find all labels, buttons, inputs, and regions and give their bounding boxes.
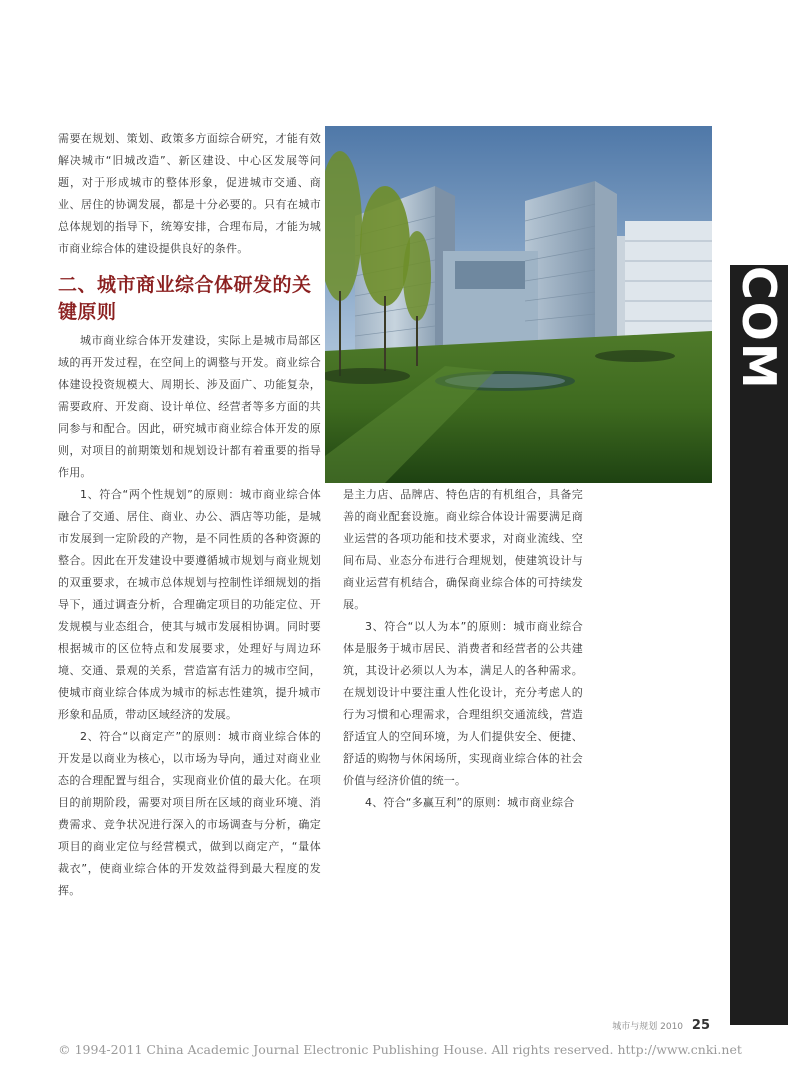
journal-label: 城市与规划 2010 <box>612 1022 684 1032</box>
principle-paragraph-4: 4、符合“多赢互利”的原则：城市商业综合 <box>365 796 575 809</box>
left-column <box>58 128 321 484</box>
section-title: 二、城市商业综合体研发的关键原则 <box>58 274 312 323</box>
section-body-paragraph: 城市商业综合体开发建设，实际上是城市局部区域的再开发过程，在空间上的调整与开发。商业综合体建设投资规模大、周期长、涉及面广、功能复杂，需要政府、开发商、设计单位、经营者等多方面的共同参与和配合。因此，研究城市商业综合体开发的原则，对项目的前期策划和规划设计都有着重要的指导作用。 <box>58 334 321 479</box>
body-column-right <box>343 484 583 814</box>
side-label: COM <box>732 266 786 391</box>
body-column-left <box>58 484 321 902</box>
intro-paragraph: 需要在规划、策划、政策多方面综合研究，才能有效解决城市“旧城改造”、新区建设、中心区发展等问题，对于形成城市的整体形象，促进城市交通、商业、居住的协调发展，都是十分必要的。只有在城市总体规划的指导下，统筹安排，合理布局，才能为城市商业综合体的建设提供良好的条件。 <box>58 132 321 255</box>
architecture-rendering-image <box>325 126 712 483</box>
principle-paragraph-3: 3、符合“以人为本”的原则：城市商业综合体是服务于城市居民、消费者和经营者的公共建筑，其设计必须以人为本，满足人的各种需求。在规划设计中要注重人性化设计，充分考虑人的行为习惯和心理需求，合理组织交通流线，营造舒适宜人的空间环境，为人们提供安全、便捷、舒适的购物与休闲场所，实现商业综合体的社会价值与经济价值的统一。 <box>343 620 583 787</box>
principle-paragraph-2: 2、符合“以商定产”的原则：城市商业综合体的开发是以商业为核心，以市场为导向，通过对商业业态的合理配置与组合，实现商业价值的最大化。在项目的前期阶段，需要对项目所在区域的商业环境、消费需求、竞争状况进行深入的市场调查与分析，确定项目的商业定位与经营模式，做到以商定产，“量体裁衣”，使商业综合体的开发效益得到最大程度的发挥。 <box>58 730 321 897</box>
page-top-margin <box>0 0 799 120</box>
principle-paragraph-1: 1、符合“两个性规划”的原则：城市商业综合体融合了交通、居住、商业、办公、酒店等功能，是城市发展到一定阶段的产物，是不同性质的各种资源的整合。因此在开发建设中要遵循城市规划与商业规划的双重要求，在城市总体规划与控制性详细规划的指导下，通过调查分析，合理确定项目的功能定位、开发规模与业态组合，使其与城市发展相协调。同时要根据城市的区位特点和发展要求，处理好与周边环境、交通、景观的关系，营造富有活力的城市空间，使城市商业综合体成为城市的标志性建筑，提升城市形象和品质，带动区域经济的发展。 <box>58 488 321 721</box>
copyright-notice: © 1994-2011 China Academic Journal Electronic Publishing House. All rights reserved. http://www.cnki.net <box>58 1042 742 1057</box>
page-number: 25 <box>691 1018 710 1033</box>
page-footer <box>598 1016 710 1036</box>
continued-paragraph: 是主力店、品牌店、特色店的有机组合，具备完善的商业配套设施。商业综合体设计需要满足商业运营的各项功能和技术要求，对商业流线、空间布局、业态分布进行合理规划，使建筑设计与商业运营有机结合，确保商业综合体的可持续发展。 <box>343 488 583 611</box>
